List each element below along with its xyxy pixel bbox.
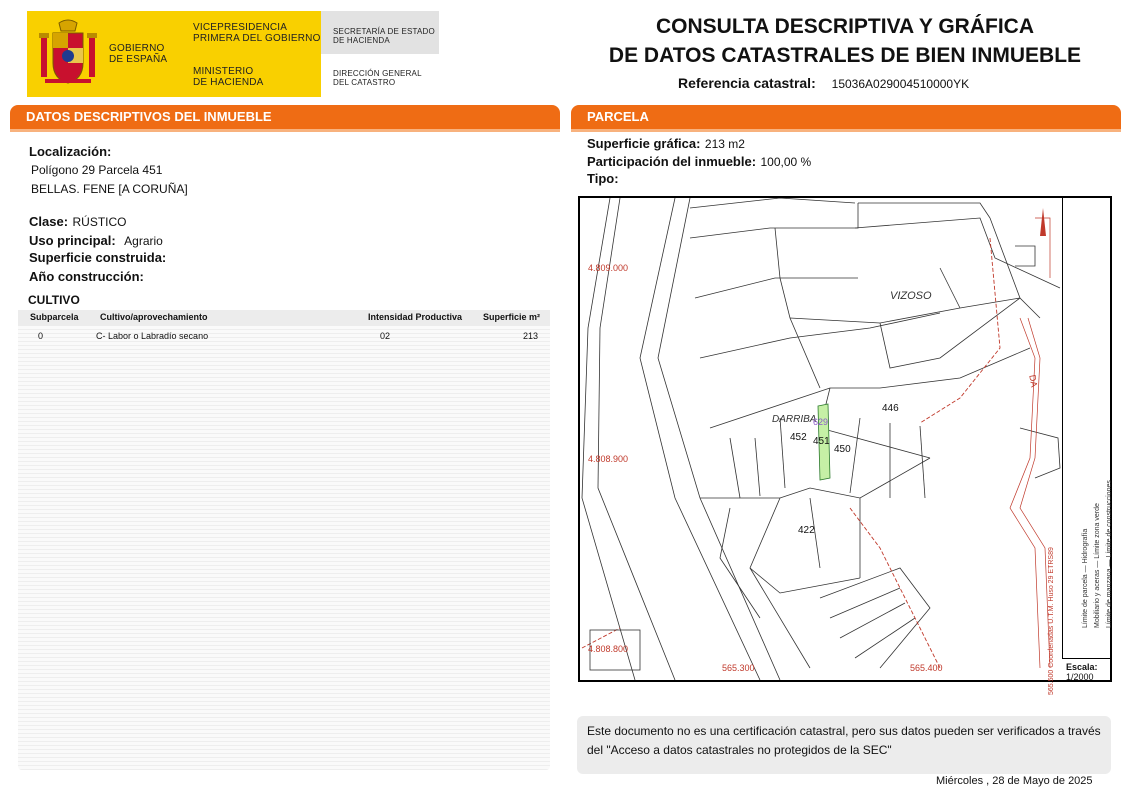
sup-grafica-label: Superficie gráfica: <box>587 136 701 151</box>
section-title-parcela: PARCELA <box>587 109 649 124</box>
tipo-label: Tipo: <box>587 171 619 186</box>
superficie-construida-label: Superficie construida: <box>29 250 167 265</box>
cell-superficie: 213 <box>523 331 539 341</box>
anio-construccion-label: Año construcción: <box>29 269 144 284</box>
disclaimer-note: Este documento no es una certificación catastral, pero sus datos pueden ser verificados a través del "Acceso a datos catastrales no protegidos de la SEC" <box>577 716 1111 774</box>
uso-label: Uso principal: <box>29 233 116 248</box>
logo-dir-line2: DEL CATASTRO <box>333 78 396 87</box>
legend-manzana-label: Límite de manzana <box>1106 568 1113 628</box>
logo-vp-line1: VICEPRESIDENCIA <box>193 22 288 33</box>
road-label: DA <box>1027 373 1040 389</box>
legend-coordinates: 565.500 Coordenadas U.T.M. Huso 29 ETRS89 <box>1048 547 1055 695</box>
cadastral-reference <box>678 75 969 91</box>
cultivo-table-box <box>18 310 550 770</box>
sup-grafica-row <box>587 135 745 153</box>
parcel-450-label: 450 <box>834 444 851 455</box>
participacion-row <box>587 153 811 171</box>
col-subparcela: Subparcela <box>30 312 79 322</box>
logo-min-line1: MINISTERIO <box>193 66 254 77</box>
section-header-descriptive <box>10 105 560 129</box>
coord-y3: 4.808.800 <box>588 644 629 654</box>
clase-row <box>29 213 126 231</box>
scale-value: 1/2000 <box>1066 672 1094 682</box>
participacion-value: 100,00 % <box>760 155 812 169</box>
legend-hydro-label: Hidrografía <box>1082 528 1089 564</box>
place-darriba: DARRIBA <box>772 414 817 425</box>
participacion-label: Participación del inmueble: <box>587 154 757 169</box>
cell-intensidad: 02 <box>380 331 391 341</box>
parcel-629-label: 629 <box>813 417 829 427</box>
table-row <box>18 329 550 343</box>
logo-vp-line2: PRIMERA DEL GOBIERNO <box>193 33 321 44</box>
parcel-446-label: 446 <box>882 403 899 414</box>
legend-row-1: Límite de parcela — Hidrografía <box>1082 528 1089 628</box>
parcel-452-label: 452 <box>790 432 807 443</box>
logo-min-line2: DE HACIENDA <box>193 77 264 88</box>
section-header-parcela <box>571 105 1121 129</box>
coord-y2: 4.808.900 <box>588 454 629 464</box>
localizacion-line1: Polígono 29 Parcela 451 <box>31 163 163 177</box>
coord-y1: 4.809.000 <box>588 263 629 273</box>
cultivo-table-header <box>18 310 550 326</box>
legend-parcel-label: Límite de parcela <box>1082 574 1089 628</box>
logo-sec-line1: SECRETARÍA DE ESTADO <box>333 27 435 36</box>
col-cultivo: Cultivo/aprovechamiento <box>100 312 208 322</box>
logo-gov-line1: GOBIERNO <box>109 43 165 54</box>
legend-green-label: Límite zona verde <box>1094 503 1101 559</box>
map-scale <box>1066 662 1098 682</box>
col-intensidad: Intensidad Productiva <box>368 312 463 322</box>
place-vizoso: VIZOSO <box>890 290 932 302</box>
document-date: Miércoles , 28 de Mayo de 2025 <box>936 775 1093 787</box>
cell-cultivo: C- Labor o Labradío secano <box>96 331 209 341</box>
cultivo-title: CULTIVO <box>28 293 80 307</box>
logo-gov-line2: DE ESPAÑA <box>109 54 168 65</box>
localizacion-label: Localización: <box>29 144 112 159</box>
title-line2: DE DATOS CATASTRALES DE BIEN INMUEBLE <box>608 44 1082 67</box>
logo-dir-line1: DIRECCIÓN GENERAL <box>333 69 422 78</box>
parcel-422-label: 422 <box>798 525 815 536</box>
ref-label: Referencia catastral: <box>678 75 816 91</box>
section-title-descriptive: DATOS DESCRIPTIVOS DEL INMUEBLE <box>26 109 272 124</box>
north-arrow-icon <box>1015 206 1055 276</box>
legend-row-3: Límite de manzana — Límite de construcciones <box>1106 480 1113 628</box>
uso-row <box>29 232 163 250</box>
parcel-451-label: 451 <box>813 436 830 447</box>
title-line1: CONSULTA DESCRIPTIVA Y GRÁFICA <box>655 15 1035 38</box>
clase-label: Clase: <box>29 214 69 229</box>
sup-grafica-value: 213 m2 <box>704 137 745 151</box>
legend-mobiliario-label: Mobiliario y aceras <box>1094 569 1101 628</box>
ref-value: 15036A029004510000YK <box>831 77 970 91</box>
legend-construcciones-label: Límite de construcciones <box>1106 480 1113 558</box>
document-title <box>560 12 1130 70</box>
legend-row-2: Mobiliario y aceras — Límite zona verde <box>1094 503 1101 628</box>
cadastral-map[interactable] <box>578 196 1113 695</box>
coord-x1: 565.300 <box>722 663 755 673</box>
uso-value: Agrario <box>124 234 163 248</box>
government-logo <box>27 11 439 97</box>
coord-x2: 565.400 <box>910 663 943 673</box>
cell-subparcela: 0 <box>38 331 44 341</box>
localizacion-line2: BELLAS. FENE [A CORUÑA] <box>31 182 188 196</box>
col-superficie: Superficie m² <box>483 312 541 322</box>
coat-of-arms-icon <box>37 19 99 89</box>
clase-value: RÚSTICO <box>72 215 127 229</box>
scale-label: Escala: <box>1066 662 1098 672</box>
logo-sec-line2: DE HACIENDA <box>333 36 390 45</box>
